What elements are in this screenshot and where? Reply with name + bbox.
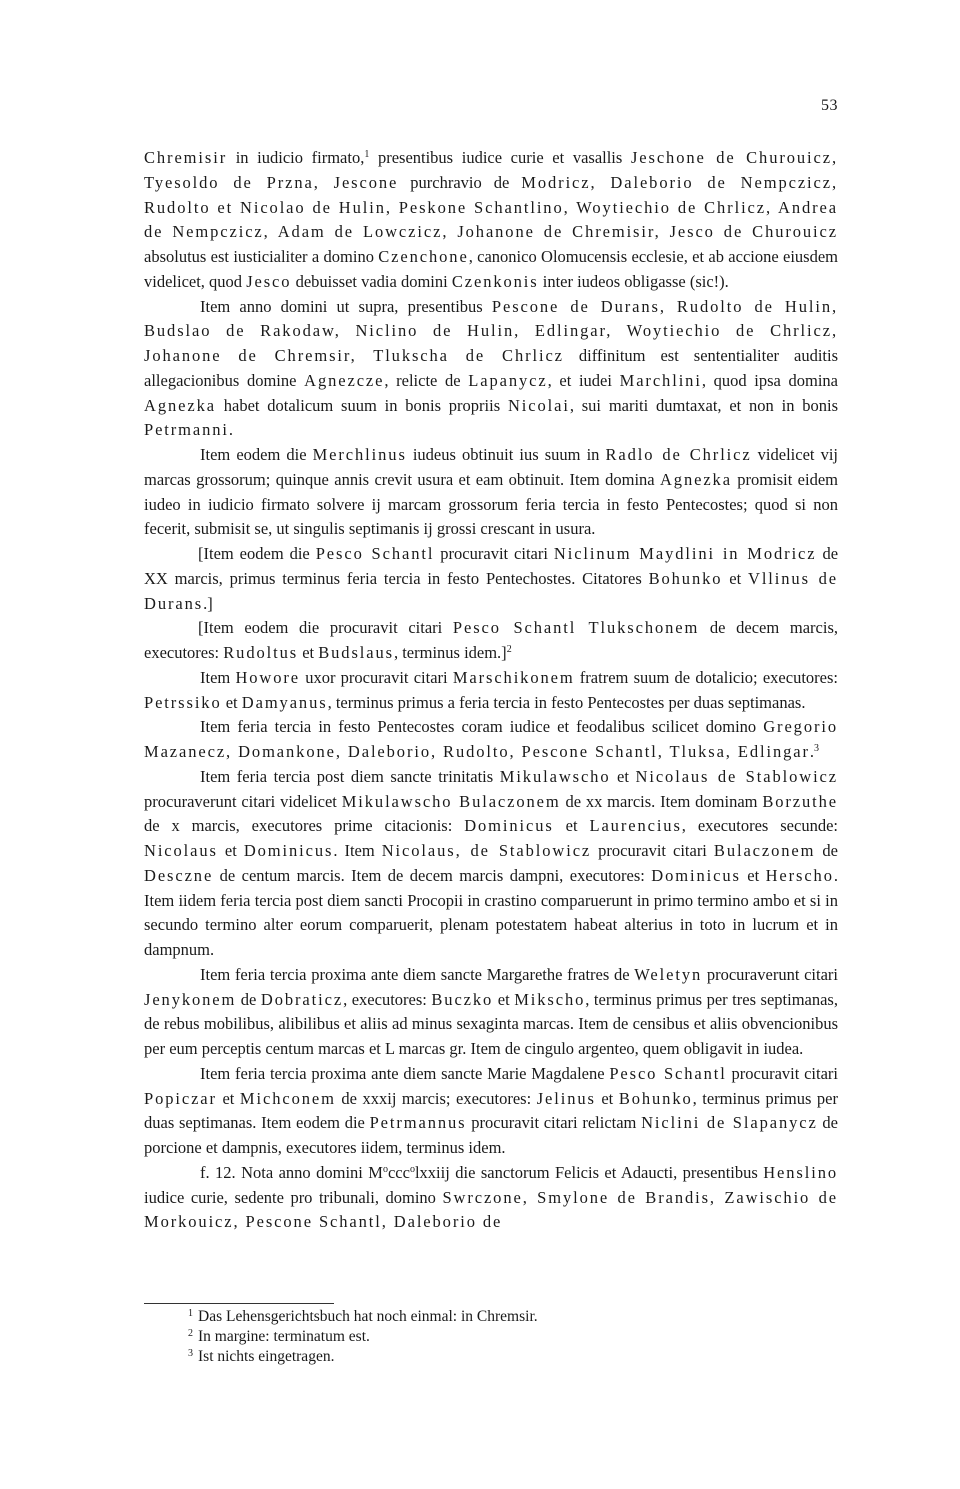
paragraph bbox=[144, 443, 838, 542]
text-run: purchravio de bbox=[398, 172, 522, 192]
spaced-name: Pesco Schantl Tlukschonem bbox=[452, 618, 700, 638]
text-run: .] bbox=[203, 593, 213, 613]
text-run: Item eodem die bbox=[200, 445, 313, 464]
text-run: , quod ipsa domina bbox=[701, 370, 839, 390]
text-run: de xxxij marcis; executores: bbox=[335, 1088, 537, 1108]
spaced-name: Borzuthe bbox=[762, 791, 839, 811]
text-run: procuravit citari relictam bbox=[466, 1113, 642, 1133]
text-run: et bbox=[493, 989, 515, 1009]
footnote-marker: o bbox=[382, 1163, 388, 1175]
spaced-name: Dominicus bbox=[464, 816, 554, 836]
text-run: [Item eodem die procuravit citari bbox=[198, 618, 453, 638]
spaced-name: Bulaczonem bbox=[713, 841, 816, 860]
spaced-name: Gregorio Mazanecz, Domankone, Daleborio, Rudolto, Pescone Schantl, Tluksa, Edlingar bbox=[144, 717, 838, 761]
footnote-number: 2 bbox=[188, 1328, 193, 1339]
paragraph bbox=[144, 542, 838, 616]
spaced-name: Dominicus bbox=[651, 865, 741, 885]
text-run: videlicet vij marcas grossorum; quinque annis crevit usura et eam obtinuit. Item domina bbox=[144, 445, 838, 489]
text-run: . bbox=[809, 742, 814, 761]
spaced-name: Dobraticz bbox=[260, 989, 344, 1009]
spaced-name: Bohunko bbox=[618, 1088, 693, 1108]
spaced-name: Popiczar bbox=[144, 1088, 217, 1108]
text-run: . bbox=[228, 420, 234, 440]
text-run: in iudicio firmato, bbox=[227, 148, 365, 167]
spaced-name: Dominicus bbox=[243, 841, 334, 860]
footnote-marker: o bbox=[409, 1163, 415, 1175]
text-run: . Item bbox=[333, 841, 382, 860]
spaced-name: Czenchone bbox=[378, 247, 469, 266]
text-run: de centum marcis. Item de decem marcis dampni, executores: bbox=[213, 865, 652, 885]
text-run: et bbox=[553, 816, 590, 836]
spaced-name: Niclinum Maydlini in Modricz bbox=[553, 544, 817, 563]
paragraph bbox=[144, 1062, 838, 1161]
text-run: procuravit citari bbox=[591, 841, 714, 860]
text-run: . Item iidem feria tercia post diem sancti Procopii in crastino comparuerunt in primo termino ambo et si in secundo termino alter eorum comparuerit, plenam potestatem habeat alterius in toto in lucrum et in dampnum. bbox=[144, 865, 838, 959]
text-run: et bbox=[221, 692, 242, 712]
text-run: et bbox=[595, 1088, 619, 1108]
text-run: Item feria tercia in festo Pentecostes coram iudice et feodalibus scilicet domino bbox=[200, 717, 764, 737]
text-run: et bbox=[216, 1088, 240, 1108]
footnote-text: Das Lehensgerichtsbuch hat noch einmal: in Chremsir. bbox=[198, 1308, 538, 1325]
paragraph bbox=[144, 146, 838, 295]
text-run: , terminus primus per duas septimanas. Item eodem die bbox=[144, 1088, 838, 1133]
text-run: et bbox=[722, 568, 748, 588]
text-run: iudice curie, sedente pro tribunali, domino bbox=[144, 1187, 443, 1207]
text-run: et bbox=[298, 643, 319, 662]
text-run: Item bbox=[200, 667, 236, 687]
spaced-name: Weletyn bbox=[634, 964, 703, 984]
spaced-name: Agnezka bbox=[144, 395, 216, 415]
text-run: de xx marcis. Item dominam bbox=[560, 791, 763, 811]
footnote-text: Ist nichts eingetragen. bbox=[198, 1348, 335, 1365]
text-run: , executores secunde: bbox=[681, 816, 838, 836]
footnote bbox=[188, 1327, 748, 1347]
spaced-name: Swrczone, Smylone de Brandis, Zawischio de Morkouicz, Pescone Schantl, Daleborio de bbox=[144, 1187, 838, 1232]
spaced-name: Merchlinus bbox=[312, 445, 407, 464]
spaced-name: Marchlini bbox=[619, 370, 702, 390]
spaced-name: Radlo de Chrlicz bbox=[605, 445, 752, 464]
spaced-name: Jesco bbox=[246, 271, 292, 291]
text-run: , relicte de bbox=[384, 370, 469, 390]
footnote-number: 3 bbox=[188, 1348, 193, 1359]
paragraph bbox=[144, 715, 838, 765]
text-run: procuraverunt citari videlicet bbox=[144, 791, 342, 811]
text-run: f. 12. Nota anno domini M bbox=[200, 1162, 383, 1182]
text-run: diffinitum est sententialiter auditis allegacionibus domine bbox=[144, 346, 838, 390]
spaced-name: Nicolaus bbox=[144, 841, 218, 860]
text-run: Item anno domini ut supra, presentibus bbox=[200, 296, 492, 316]
text-run: [Item eodem die bbox=[198, 544, 316, 563]
spaced-name: Michconem bbox=[239, 1088, 336, 1108]
spaced-name: Pesco Schantl bbox=[609, 1063, 727, 1083]
spaced-name: Lapanycz bbox=[468, 370, 548, 390]
footnote-number: 1 bbox=[188, 1308, 193, 1319]
text-run: , terminus primus per tres septimanas, de rebus mobilibus, alibilibus et aliis ad minus sexaginta marcas. Item de censibus et aliis obvencionibus per eum perceptis centum marcas et L marcas gr. Item de cingulo argenteo, quem obligavit in iudea. bbox=[144, 989, 838, 1058]
text-run: Item feria tercia post diem sancte trinitatis bbox=[200, 766, 500, 786]
spaced-name: Nicolai bbox=[507, 395, 570, 415]
footnote bbox=[188, 1347, 748, 1367]
paragraph bbox=[144, 295, 838, 444]
spaced-name: Mikulawscho bbox=[499, 766, 611, 786]
text-run: promisit eidem iudeo in iudicio firmato solvere ij marcam grossorum feria tercia in festo Pentecostes; quod si non fecerit, submisit se, ut singulis septimanis ij grossi crescant in usura. bbox=[144, 469, 838, 539]
footnote-marker: 3 bbox=[814, 743, 819, 754]
text-run: presentibus iudice curie et vasallis bbox=[369, 148, 631, 167]
spaced-name: Bohunko bbox=[648, 568, 723, 588]
spaced-name: Desczne bbox=[144, 865, 214, 885]
spaced-name: Pescone de Durans, Rudolto de Hulin, Budslao de Rakodaw, Niclino de Hulin, Edlingar, Woytiechio de Chrlicz, Johanone de Chremsir, Tlukscha de Chrlicz bbox=[144, 296, 839, 365]
text-run: iudeus obtinuit ius suum in bbox=[406, 445, 606, 464]
spaced-name: Laurencius bbox=[589, 816, 682, 836]
footnote-marker: 1 bbox=[364, 149, 370, 160]
text-run: debuisset vadia domini bbox=[291, 271, 452, 291]
text-run: et bbox=[740, 865, 766, 885]
text-run: de bbox=[815, 841, 838, 860]
text-run: fratrem suum de dotalicio; executores: bbox=[574, 667, 838, 687]
text-run: de porcione et dampnis, executores iidem, terminus idem. bbox=[144, 1113, 838, 1157]
footnote-rule bbox=[144, 1303, 334, 1304]
spaced-name: Marschikonem bbox=[452, 667, 575, 687]
spaced-name: Mikulawscho Bulaczonem bbox=[341, 791, 561, 811]
spaced-name: Chremisir bbox=[144, 148, 228, 167]
text-run: lxxiij die sanctorum Felicis et Adaucti, presentibus bbox=[414, 1162, 764, 1182]
spaced-name: Jelinus bbox=[536, 1088, 596, 1108]
text-run: procuravit citari bbox=[434, 544, 554, 563]
text-run: de bbox=[236, 989, 261, 1009]
footnotes bbox=[188, 1307, 748, 1367]
text-run: , terminus primus a feria tercia in festo Pentecostes per duas septimanas. bbox=[327, 692, 806, 712]
spaced-name: Henslino bbox=[763, 1162, 838, 1182]
paragraph bbox=[144, 1161, 838, 1235]
text-run: ccc bbox=[387, 1162, 410, 1182]
text-run: inter iudeos obligasse (sic!). bbox=[538, 271, 729, 291]
spaced-name: Howore bbox=[235, 667, 301, 687]
text-run: Item feria tercia proxima ante diem sancte Margarethe fratres de bbox=[200, 964, 635, 984]
text-run: procuravit citari bbox=[726, 1063, 839, 1083]
spaced-name: Petrmanni bbox=[144, 420, 229, 440]
text-run: , terminus idem.] bbox=[393, 643, 507, 662]
text-run: , executores: bbox=[343, 989, 432, 1009]
paragraph bbox=[144, 963, 838, 1062]
spaced-name: Agnezka bbox=[659, 469, 732, 489]
spaced-name: Nicolaus de Stablowicz bbox=[635, 766, 838, 786]
text-run: , canonico Olomucensis ecclesie, et ab accione eiusdem videlicet, quod bbox=[144, 247, 838, 291]
spaced-name: Mikscho bbox=[514, 989, 586, 1009]
footnote-text: In margine: terminatum est. bbox=[198, 1328, 370, 1345]
text-run: , sui mariti dumtaxat, et non in bonis bbox=[569, 395, 839, 415]
spaced-name: Budslaus bbox=[318, 643, 394, 662]
spaced-name: Agnezcze bbox=[304, 370, 385, 390]
spaced-name: Pesco Schantl bbox=[315, 544, 435, 563]
text-run: et bbox=[217, 841, 244, 860]
footnote bbox=[188, 1307, 748, 1327]
paragraph bbox=[144, 765, 838, 963]
text-run: habet dotalicum suum in bonis propriis bbox=[215, 395, 508, 415]
text-run: de XX marcis, primus terminus feria tercia in festo Pentechostes. Citatores bbox=[144, 544, 839, 588]
spaced-name: Petrmannus bbox=[369, 1113, 467, 1133]
text-run: Item feria tercia proxima ante diem sancte Marie Magdalene bbox=[200, 1063, 610, 1083]
paragraph bbox=[144, 666, 838, 716]
spaced-name: Damyanus bbox=[241, 692, 328, 712]
spaced-name: Modricz, Daleborio de Nempczicz, Rudolto et Nicolao de Hulin, Peskone Schantlino, Woytiechio de Chrlicz, Andrea de Nempczicz, Adam de Lowczicz, Johanone de Chremisir, Jesco de Churouicz bbox=[144, 172, 838, 242]
spaced-name: Vllinus de Durans bbox=[144, 568, 839, 613]
text-run: de x marcis, executores prime citacionis: bbox=[144, 816, 465, 836]
spaced-name: Jenykonem bbox=[144, 989, 237, 1009]
spaced-name: Herscho bbox=[765, 865, 834, 885]
page-number: 53 bbox=[821, 97, 838, 114]
footnote-marker: 2 bbox=[506, 644, 512, 655]
text-run: absolutus est iusticialiter a domino bbox=[144, 247, 379, 266]
spaced-name: Czenkonis bbox=[451, 271, 539, 291]
text-run: et bbox=[610, 766, 636, 786]
spaced-name: Nicolaus, de Stablowicz bbox=[381, 841, 592, 860]
spaced-name: Rudoltus bbox=[223, 643, 299, 662]
spaced-name: Niclini de Slapanycz bbox=[641, 1113, 818, 1133]
spaced-name: Jeschone de Churouicz, Tyesoldo de Przna, Jescone bbox=[144, 148, 839, 192]
spaced-name: Petrssiko bbox=[144, 692, 222, 712]
text-run: , et iudei bbox=[547, 370, 620, 390]
text-body bbox=[144, 146, 838, 1235]
paragraph bbox=[144, 616, 838, 666]
text-run: uxor procuravit citari bbox=[300, 667, 453, 687]
text-run: procuraverunt citari bbox=[702, 964, 838, 984]
spaced-name: Buczko bbox=[431, 989, 494, 1009]
text-run: de decem marcis, executores: bbox=[144, 618, 838, 662]
